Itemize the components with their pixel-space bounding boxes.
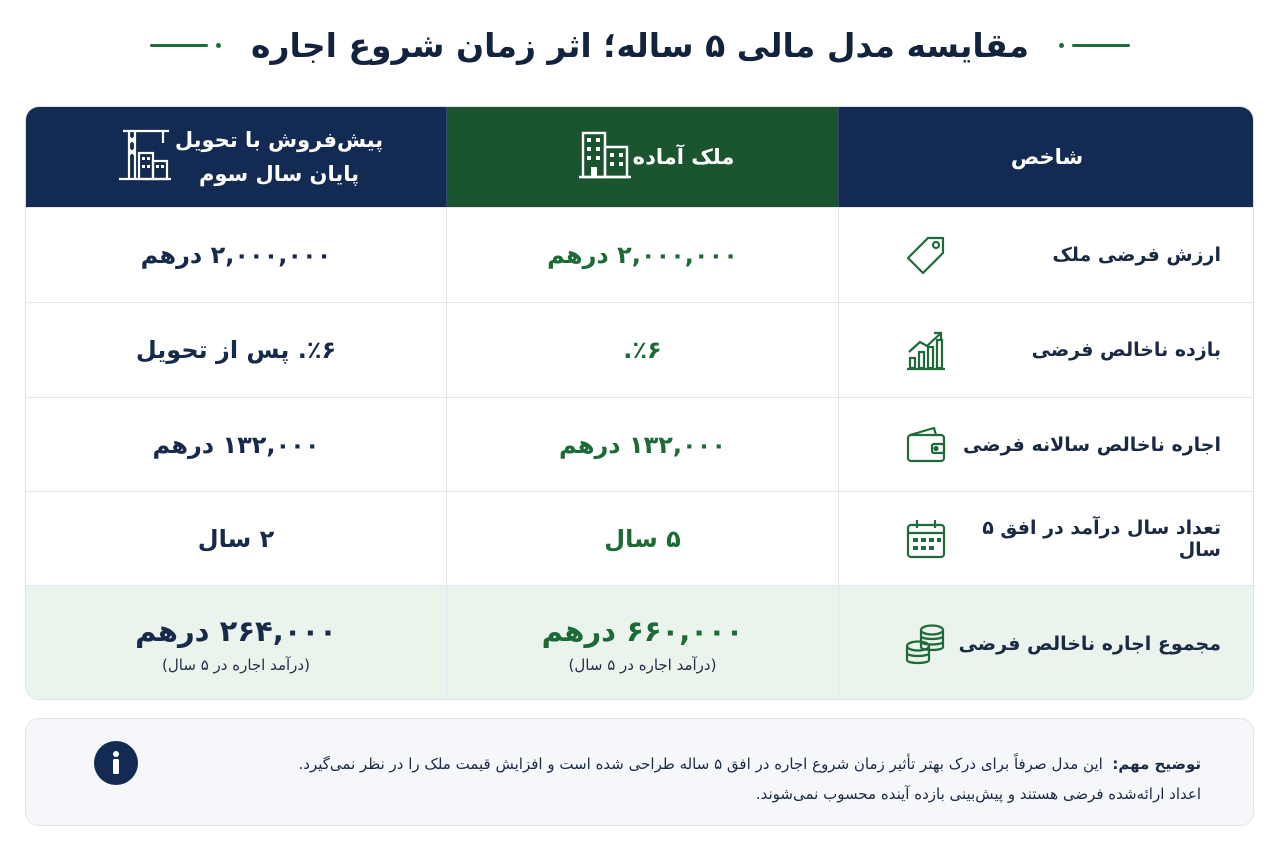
metric-cell [838,208,1254,302]
title-decoration-right [1051,43,1130,48]
metric-cell [838,303,1254,397]
presale-value-cell [26,586,446,700]
building-icon [577,127,633,187]
presale-value: ٪۶. پس از تحویل [135,336,337,364]
note-line-1: این مدل صرفاً برای درک بهتر تأثیر زمان شروع اجاره در افق ۵ ساله طراحی شده است و افزایش قیمت ملک را در نظر نمی‌گیرد. [298,755,1103,773]
metric-label: اجاره ناخالص سالانه فرضی [963,433,1221,456]
note-line-2: اعداد ارائه‌شده فرضی هستند و پیش‌بینی بازده آینده محسوب نمی‌شوند. [755,785,1201,803]
crane-building-icon [115,125,175,189]
metric-label: تعداد سال درآمد در افق ۵ سال [982,516,1221,561]
table-row [26,207,1254,302]
coins-icon [903,621,949,667]
ready-value: ۵ سال [604,524,681,553]
page-title: مقایسه مدل مالی ۵ ساله؛ اثر زمان شروع اجاره [250,25,1030,65]
presale-value-cell [26,492,446,585]
note-box [25,718,1254,826]
presale-value: ۲۶۴,۰۰۰ درهم [135,613,337,648]
ready-value: ۱۳۲,۰۰۰ درهم [559,430,726,459]
presale-value-cell [26,303,446,397]
ready-value: ۲,۰۰۰,۰۰۰ درهم [547,241,738,269]
ready-subtext: (درآمد اجاره در ۵ سال) [568,655,717,674]
price-tag-icon [903,232,949,278]
presale-value: ۲ سال [197,524,275,553]
table-row-total [26,585,1254,700]
presale-value-cell [26,398,446,491]
metric-cell [838,398,1254,491]
ready-value-cell [446,586,838,700]
metric-label: بازده ناخالص فرضی [1031,339,1221,361]
table-row [26,397,1254,491]
title-row [0,14,1280,76]
ready-value-cell [446,303,838,397]
ready-value: ٪۶. [623,336,662,364]
presale-subtext: (درآمد اجاره در ۵ سال) [162,655,310,674]
header-presale: پیش‌فروش با تحویل پایان سال سوم [26,107,446,207]
metric-label: مجموع اجاره ناخالص فرضی [958,632,1221,655]
table-header [26,107,1254,207]
presale-value: ۱۳۲,۰۰۰ درهم [152,430,320,459]
ready-value-cell [446,492,838,585]
comparison-table [25,106,1254,700]
ready-value-cell [446,208,838,302]
note-label: توضیح مهم: [1112,755,1201,773]
wallet-icon [903,422,949,468]
title-decoration-left [150,43,229,48]
info-icon [94,741,138,785]
metric-cell [838,492,1254,585]
header-ready: ملک آماده [446,107,838,207]
presale-value: ۲,۰۰۰,۰۰۰ درهم [140,241,332,269]
growth-chart-icon [903,327,949,373]
ready-value-cell [446,398,838,491]
table-row [26,491,1254,585]
ready-value: ۶۶۰,۰۰۰ درهم [541,613,744,648]
table-row [26,302,1254,397]
presale-value-cell [26,208,446,302]
metric-cell [838,586,1254,700]
metric-label: ارزش فرضی ملک [1052,244,1221,266]
header-metric: شاخص [838,107,1254,207]
calendar-icon [903,516,949,562]
note-text [201,749,1201,809]
